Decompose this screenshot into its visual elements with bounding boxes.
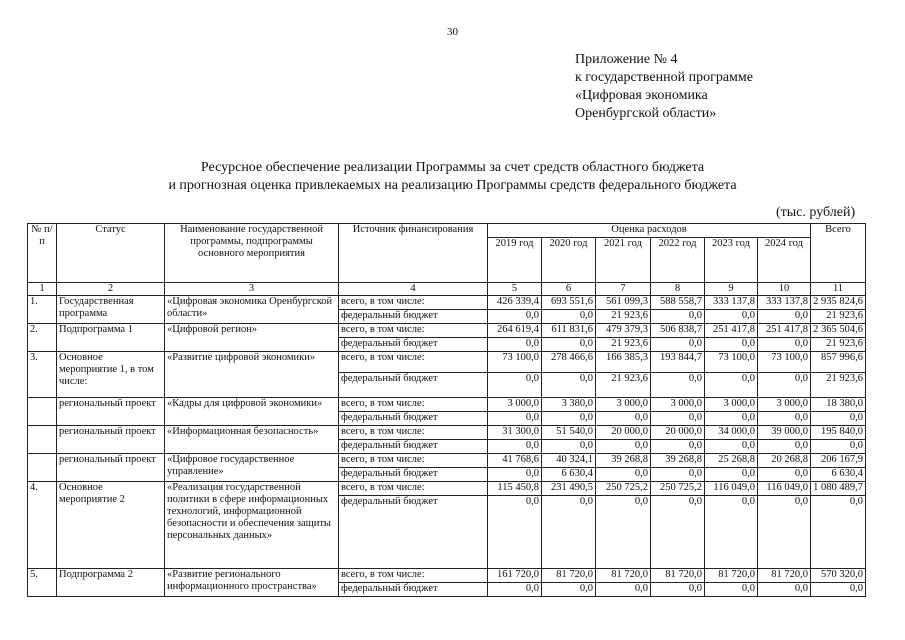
row-name: «Информационная безопасность» (165, 426, 339, 454)
row-name: «Реализация государственной политики в сфере информационных технологий, информационной безопасности и обеспечения защиты персональных данных» (165, 482, 339, 569)
value-federal-cell: 21 923,6 (596, 310, 651, 324)
row-name: «Цифровой регион» (165, 324, 339, 352)
column-number: 1 (28, 283, 57, 296)
value-federal-cell: 0,0 (488, 496, 542, 569)
table-row (28, 426, 866, 440)
title-line: и прогнозная оценка привлекаемых на реализацию Программы средств федерального бюджета (168, 178, 737, 193)
row-number (28, 398, 57, 426)
column-number: 9 (705, 283, 758, 296)
value-federal-cell: 0,0 (705, 583, 758, 597)
row-source-federal: федеральный бюджет (339, 583, 488, 597)
value-total-cell: 73 100,0 (705, 352, 758, 373)
row-status: Подпрограмма 2 (57, 569, 165, 597)
header-status: Статус (57, 224, 165, 283)
table-row (28, 398, 866, 412)
value-total-cell: 264 619,4 (488, 324, 542, 338)
value-total-cell: 18 380,0 (811, 398, 866, 412)
value-federal-cell: 0,0 (542, 338, 596, 352)
value-federal-cell: 0,0 (758, 496, 811, 569)
value-federal-cell: 0,0 (758, 583, 811, 597)
row-source-federal: федеральный бюджет (339, 373, 488, 398)
value-total-cell: 2 365 504,6 (811, 324, 866, 338)
value-total-cell: 250 725,2 (596, 482, 651, 496)
row-name: «Развитие регионального информационного пространства» (165, 569, 339, 597)
value-federal-cell: 0,0 (811, 583, 866, 597)
header-year: 2021 год (596, 238, 651, 283)
value-total-cell: 25 268,8 (705, 454, 758, 468)
row-number: 5. (28, 569, 57, 597)
units-label: (тыс. рублей) (776, 205, 856, 220)
value-federal-cell: 0,0 (596, 468, 651, 482)
value-federal-cell: 0,0 (488, 583, 542, 597)
column-number: 10 (758, 283, 811, 296)
value-total-cell: 81 720,0 (542, 569, 596, 583)
table-row (28, 324, 866, 338)
row-number: 3. (28, 352, 57, 398)
value-total-cell: 73 100,0 (488, 352, 542, 373)
row-status: Государственная программа (57, 296, 165, 324)
table-row (28, 352, 866, 373)
row-name: «Кадры для цифровой экономики» (165, 398, 339, 426)
value-total-cell: 250 725,2 (651, 482, 705, 496)
column-number: 8 (651, 283, 705, 296)
value-federal-cell: 0,0 (542, 496, 596, 569)
row-status: Основное мероприятие 1, в том числе: (57, 352, 165, 398)
value-total-cell: 166 385,3 (596, 352, 651, 373)
column-number-row (28, 283, 866, 296)
row-source-federal: федеральный бюджет (339, 440, 488, 454)
value-total-cell: 2 935 824,6 (811, 296, 866, 310)
row-source-total: всего, в том числе: (339, 352, 488, 373)
header-source: Источник финансирования (339, 224, 488, 283)
value-total-cell: 195 840,0 (811, 426, 866, 440)
value-total-cell: 34 000,0 (705, 426, 758, 440)
row-source-federal: федеральный бюджет (339, 310, 488, 324)
value-federal-cell: 0,0 (488, 412, 542, 426)
value-federal-cell: 6 630,4 (811, 468, 866, 482)
row-source-federal: федеральный бюджет (339, 338, 488, 352)
header-year: 2023 год (705, 238, 758, 283)
row-number (28, 454, 57, 482)
value-total-cell: 51 540,0 (542, 426, 596, 440)
row-source-total: всего, в том числе: (339, 454, 488, 468)
value-federal-cell: 0,0 (488, 373, 542, 398)
value-total-cell: 193 844,7 (651, 352, 705, 373)
value-total-cell: 333 137,8 (705, 296, 758, 310)
value-federal-cell: 0,0 (651, 338, 705, 352)
appendix-line: Оренбургской области» (575, 106, 717, 121)
appendix-line: «Цифровая экономика (575, 88, 708, 103)
row-source-total: всего, в том числе: (339, 482, 488, 496)
row-name: «Цифровое государственное управление» (165, 454, 339, 482)
row-name: «Развитие цифровой экономики» (165, 352, 339, 398)
value-federal-cell: 0,0 (542, 310, 596, 324)
value-federal-cell: 0,0 (758, 373, 811, 398)
header-num: № п/п (28, 224, 57, 283)
value-total-cell: 40 324,1 (542, 454, 596, 468)
value-total-cell: 81 720,0 (596, 569, 651, 583)
value-federal-cell: 0,0 (651, 373, 705, 398)
value-total-cell: 41 768,6 (488, 454, 542, 468)
row-source-total: всего, в том числе: (339, 569, 488, 583)
value-total-cell: 588 558,7 (651, 296, 705, 310)
value-federal-cell: 0,0 (651, 440, 705, 454)
value-federal-cell: 21 923,6 (596, 373, 651, 398)
value-total-cell: 561 099,3 (596, 296, 651, 310)
value-federal-cell: 0,0 (488, 338, 542, 352)
value-total-cell: 20 000,0 (596, 426, 651, 440)
column-number: 3 (165, 283, 339, 296)
value-federal-cell: 0,0 (542, 373, 596, 398)
value-federal-cell: 0,0 (542, 440, 596, 454)
value-total-cell: 3 000,0 (705, 398, 758, 412)
value-total-cell: 278 466,6 (542, 352, 596, 373)
value-total-cell: 31 300,0 (488, 426, 542, 440)
column-number: 4 (339, 283, 488, 296)
value-total-cell: 3 000,0 (651, 398, 705, 412)
row-status: Подпрограмма 1 (57, 324, 165, 352)
value-total-cell: 479 379,3 (596, 324, 651, 338)
row-number: 1. (28, 296, 57, 324)
value-federal-cell: 0,0 (811, 412, 866, 426)
row-status: региональный проект (57, 454, 165, 482)
header-estimate: Оценка расходов (488, 224, 811, 238)
appendix-line: к государственной программе (575, 70, 753, 85)
value-federal-cell: 0,0 (651, 468, 705, 482)
value-federal-cell: 0,0 (651, 583, 705, 597)
value-federal-cell: 0,0 (705, 468, 758, 482)
value-federal-cell: 0,0 (488, 310, 542, 324)
header-year: 2022 год (651, 238, 705, 283)
value-federal-cell: 21 923,6 (811, 373, 866, 398)
header-name: Наименование государственной программы, подпрограммы основного мероприятия (165, 224, 339, 283)
column-number: 11 (811, 283, 866, 296)
value-federal-cell: 21 923,6 (811, 338, 866, 352)
value-total-cell: 3 000,0 (596, 398, 651, 412)
appendix-block (575, 51, 753, 123)
value-federal-cell: 0,0 (596, 496, 651, 569)
value-federal-cell: 0,0 (596, 583, 651, 597)
row-number: 2. (28, 324, 57, 352)
value-federal-cell: 0,0 (705, 496, 758, 569)
value-federal-cell: 0,0 (596, 412, 651, 426)
column-number: 2 (57, 283, 165, 296)
value-total-cell: 3 000,0 (488, 398, 542, 412)
value-federal-cell: 0,0 (705, 412, 758, 426)
document-title (0, 159, 905, 195)
value-total-cell: 570 320,0 (811, 569, 866, 583)
value-total-cell: 251 417,8 (705, 324, 758, 338)
value-total-cell: 81 720,0 (651, 569, 705, 583)
row-source-total: всего, в том числе: (339, 296, 488, 310)
row-source-total: всего, в том числе: (339, 324, 488, 338)
header-year: 2020 год (542, 238, 596, 283)
value-total-cell: 81 720,0 (758, 569, 811, 583)
appendix-line: Приложение № 4 (575, 52, 678, 67)
value-total-cell: 115 450,8 (488, 482, 542, 496)
value-federal-cell: 0,0 (651, 412, 705, 426)
header-year: 2024 год (758, 238, 811, 283)
value-total-cell: 116 049,0 (705, 482, 758, 496)
table-row (28, 482, 866, 496)
value-federal-cell: 0,0 (811, 496, 866, 569)
table-row (28, 296, 866, 310)
row-number (28, 426, 57, 454)
row-source-federal: федеральный бюджет (339, 468, 488, 482)
value-total-cell: 231 490,5 (542, 482, 596, 496)
row-status: Основное мероприятие 2 (57, 482, 165, 569)
value-federal-cell: 0,0 (758, 412, 811, 426)
value-total-cell: 206 167,9 (811, 454, 866, 468)
value-federal-cell: 0,0 (651, 496, 705, 569)
value-total-cell: 3 000,0 (758, 398, 811, 412)
row-status: региональный проект (57, 426, 165, 454)
value-total-cell: 333 137,8 (758, 296, 811, 310)
value-federal-cell: 0,0 (705, 440, 758, 454)
value-total-cell: 20 000,0 (651, 426, 705, 440)
value-federal-cell: 0,0 (705, 373, 758, 398)
value-total-cell: 81 720,0 (705, 569, 758, 583)
value-federal-cell: 6 630,4 (542, 468, 596, 482)
value-federal-cell: 0,0 (811, 440, 866, 454)
row-source-total: всего, в том числе: (339, 426, 488, 440)
value-total-cell: 39 268,8 (651, 454, 705, 468)
row-source-total: всего, в том числе: (339, 398, 488, 412)
value-total-cell: 251 417,8 (758, 324, 811, 338)
value-total-cell: 1 080 489,7 (811, 482, 866, 496)
value-federal-cell: 0,0 (758, 440, 811, 454)
value-total-cell: 857 996,6 (811, 352, 866, 373)
value-total-cell: 693 551,6 (542, 296, 596, 310)
value-total-cell: 161 720,0 (488, 569, 542, 583)
value-federal-cell: 0,0 (758, 468, 811, 482)
value-total-cell: 3 380,0 (542, 398, 596, 412)
value-federal-cell: 0,0 (596, 440, 651, 454)
value-federal-cell: 0,0 (758, 338, 811, 352)
column-number: 6 (542, 283, 596, 296)
column-number: 7 (596, 283, 651, 296)
table-row (28, 569, 866, 583)
value-federal-cell: 21 923,6 (811, 310, 866, 324)
value-federal-cell: 0,0 (542, 583, 596, 597)
value-total-cell: 73 100,0 (758, 352, 811, 373)
row-source-federal: федеральный бюджет (339, 496, 488, 569)
value-total-cell: 611 831,6 (542, 324, 596, 338)
table-row (28, 454, 866, 468)
header-year: 2019 год (488, 238, 542, 283)
header-row (28, 224, 866, 238)
value-total-cell: 39 268,8 (596, 454, 651, 468)
row-number: 4. (28, 482, 57, 569)
value-federal-cell: 21 923,6 (596, 338, 651, 352)
value-total-cell: 506 838,7 (651, 324, 705, 338)
value-total-cell: 426 339,4 (488, 296, 542, 310)
value-federal-cell: 0,0 (488, 440, 542, 454)
value-total-cell: 116 049,0 (758, 482, 811, 496)
value-federal-cell: 0,0 (651, 310, 705, 324)
row-source-federal: федеральный бюджет (339, 412, 488, 426)
header-total: Всего (811, 224, 866, 283)
value-federal-cell: 0,0 (758, 310, 811, 324)
row-name: «Цифровая экономика Оренбургской области» (165, 296, 339, 324)
title-line: Ресурсное обеспечение реализации Программы за счет средств областного бюджета (200, 160, 705, 175)
value-federal-cell: 0,0 (705, 338, 758, 352)
value-federal-cell: 0,0 (488, 468, 542, 482)
row-status: региональный проект (57, 398, 165, 426)
value-total-cell: 39 000,0 (758, 426, 811, 440)
budget-table (27, 223, 866, 597)
value-federal-cell: 0,0 (542, 412, 596, 426)
value-total-cell: 20 268,8 (758, 454, 811, 468)
value-federal-cell: 0,0 (705, 310, 758, 324)
page-number: 30 (447, 26, 458, 38)
column-number: 5 (488, 283, 542, 296)
